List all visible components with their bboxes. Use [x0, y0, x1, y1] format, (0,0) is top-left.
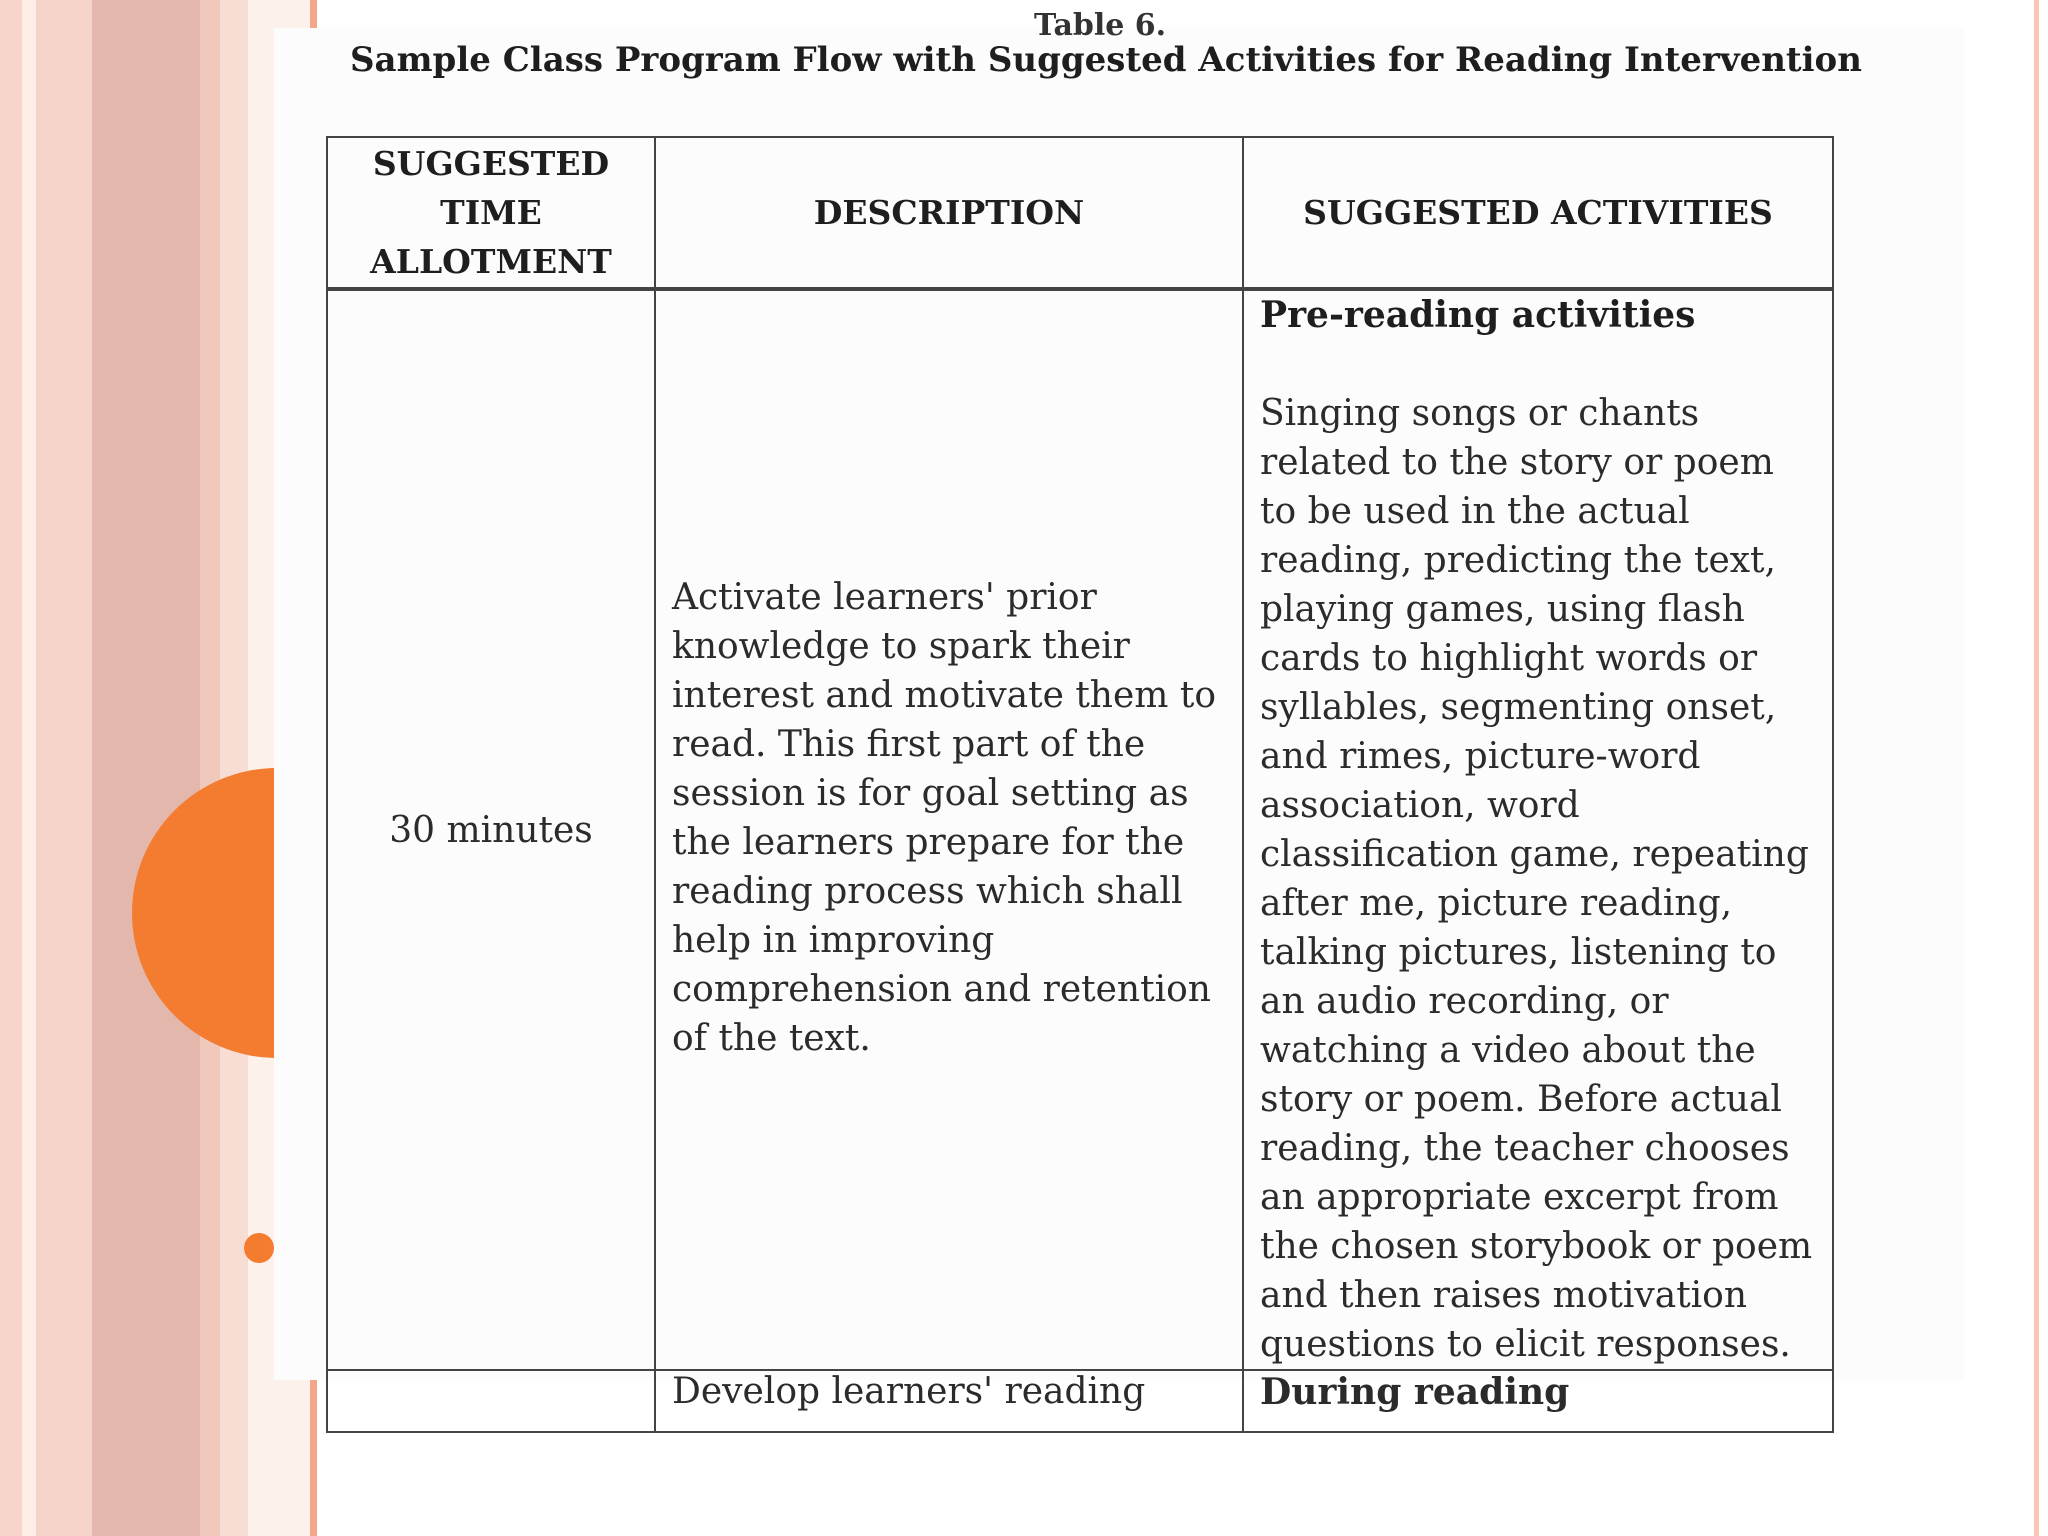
decorative-circle-small — [244, 1233, 274, 1263]
header-suggested-activities: SUGGESTED ACTIVITIES — [1243, 137, 1833, 289]
background-stripe — [200, 0, 220, 1536]
activities-text: Singing songs or chants related to the story or poem to be used in the actual reading, predicting the text, playing games, using flash cards to highlight words or syllables, segmenting onset, and rimes, picture-word association, word classification game, repeating after me, picture reading, talking pictures, listening to an audio recording, or watching a video about the story or poem. Before actual reading, the teacher chooses an appropriate excerpt from the chosen storybook or poem and then raises motivation questions to elicit responses. — [1260, 393, 1813, 1365]
program-flow-table — [326, 136, 1834, 1433]
time-cell — [327, 1370, 655, 1432]
description-cell: Develop learners' reading — [655, 1370, 1243, 1432]
header-time-allotment: SUGGESTED TIME ALLOTMENT — [327, 137, 655, 289]
background-stripe — [0, 0, 22, 1536]
background-stripe — [36, 0, 92, 1536]
background-stripe — [92, 0, 200, 1536]
activities-cell — [1243, 289, 1833, 1370]
header-description: DESCRIPTION — [655, 137, 1243, 289]
cut-off-heading: Table 6. — [1034, 8, 1167, 43]
table-row — [327, 1370, 1833, 1432]
time-cell: 30 minutes — [327, 289, 655, 1370]
background-stripe — [220, 0, 248, 1536]
table-header-row — [327, 137, 1833, 289]
activities-heading: Pre-reading activities — [1260, 294, 1696, 336]
document-title: Sample Class Program Flow with Suggested Activities for Reading Intervention — [350, 40, 1862, 80]
table-row — [327, 289, 1833, 1370]
document-image — [274, 8, 1964, 1413]
background-stripe — [22, 0, 36, 1536]
activities-heading: During reading — [1243, 1370, 1833, 1432]
description-cell: Activate learners' prior knowledge to spark their interest and motivate them to read. This first part of the session is for goal setting as the learners prepare for the reading process which shall help in improving comprehension and retention of the text. — [655, 289, 1243, 1370]
right-accent-line — [2034, 0, 2039, 1536]
